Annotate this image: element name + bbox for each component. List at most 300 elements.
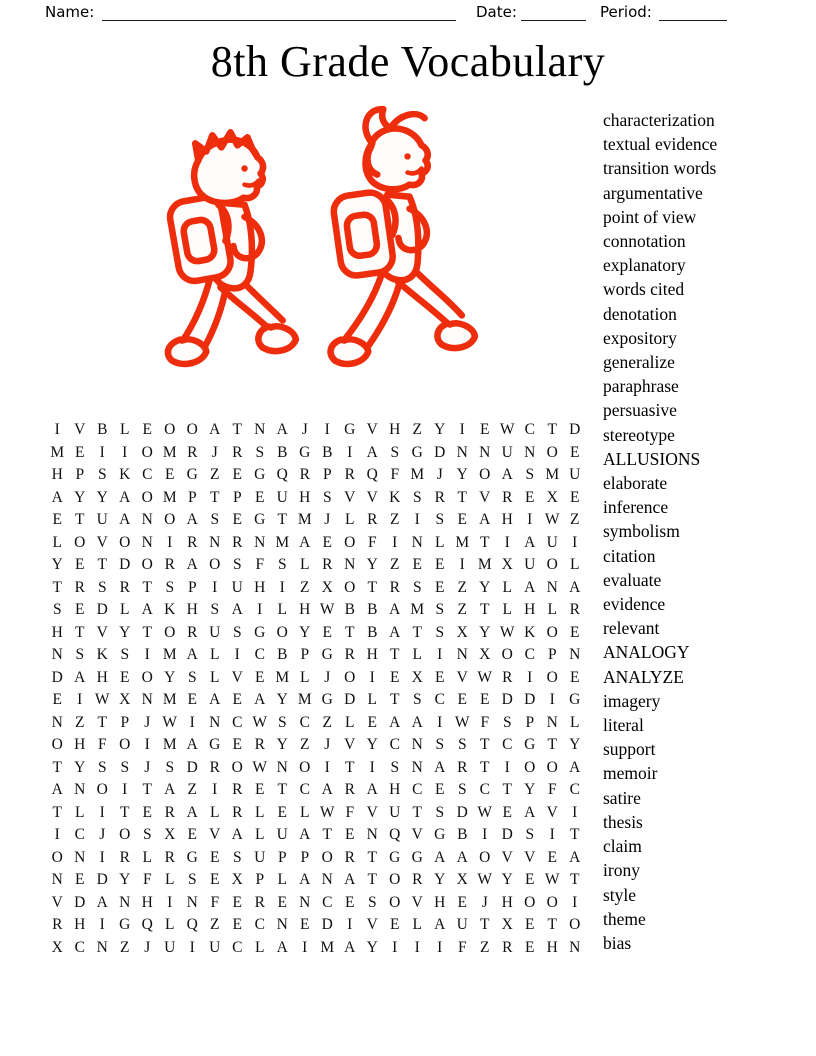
grid-cell: I <box>572 803 578 821</box>
grid-cell: R <box>164 556 175 573</box>
grid-cell: D <box>569 421 581 438</box>
grid-cell: S <box>165 578 175 596</box>
grid-cell: O <box>164 511 176 528</box>
grid-cell: E <box>322 623 332 641</box>
grid-cell: I <box>167 893 173 911</box>
grid-cell: L <box>255 803 265 821</box>
grid-cell: S <box>322 488 332 506</box>
grid-cell: V <box>96 533 108 551</box>
grid-cell: T <box>75 511 85 528</box>
grid-cell: F <box>142 871 152 888</box>
grid-cell: R <box>344 848 355 866</box>
grid-cell: G <box>186 466 198 483</box>
grid-row <box>46 869 586 892</box>
word-item: expository <box>603 327 677 348</box>
grid-cell: H <box>389 781 401 798</box>
grid-cell: J <box>324 511 331 528</box>
grid-cell: I <box>144 736 150 753</box>
grid-cell: O <box>164 421 176 438</box>
grid-cell: N <box>456 443 468 461</box>
grid-cell: V <box>366 488 378 506</box>
grid-cell: G <box>186 848 198 866</box>
grid-cell: T <box>480 736 490 753</box>
grid-cell: G <box>254 623 266 641</box>
grid-cell: C <box>142 466 153 483</box>
grid-cell: S <box>52 601 62 618</box>
grid-cell: E <box>367 713 377 731</box>
grid-cell: E <box>525 488 535 506</box>
grid-cell: A <box>276 421 288 438</box>
grid-row <box>46 802 586 825</box>
grid-cell: L <box>300 803 310 821</box>
grid-cell: S <box>165 758 175 776</box>
grid-cell: E <box>142 803 152 821</box>
grid-cell: W <box>162 713 178 731</box>
grid-cell: U <box>276 488 288 506</box>
grid-cell: E <box>570 623 580 641</box>
grid-cell: R <box>209 758 220 776</box>
grid-cell: O <box>524 893 536 911</box>
grid-cell: S <box>390 758 400 776</box>
name-blank-line <box>102 2 456 21</box>
word-item: support <box>603 739 656 760</box>
grid-row <box>46 554 586 577</box>
grid-cell: E <box>390 668 400 686</box>
grid-cell: L <box>210 668 220 686</box>
grid-cell: T <box>97 556 107 573</box>
grid-cell: A <box>299 871 311 888</box>
grid-cell: N <box>141 511 153 528</box>
grid-cell: H <box>501 893 513 911</box>
word-list <box>603 108 717 955</box>
grid-cell: S <box>502 713 512 731</box>
grid-cell: S <box>412 578 422 596</box>
grid-cell: R <box>502 668 513 686</box>
word-item: generalize <box>603 352 675 373</box>
grid-cell: A <box>164 781 176 798</box>
grid-cell: T <box>277 781 287 798</box>
grid-cell: D <box>96 601 108 618</box>
grid-cell: Z <box>75 713 85 731</box>
grid-row <box>46 779 586 802</box>
grid-cell: M <box>275 668 290 686</box>
grid-cell: D <box>434 443 446 461</box>
grid-cell: J <box>144 713 151 731</box>
grid-cell: A <box>411 713 423 731</box>
grid-cell: D <box>51 668 63 686</box>
grid-cell: E <box>570 668 580 686</box>
word-item: bias <box>603 932 632 953</box>
grid-cell: C <box>299 713 310 731</box>
grid-cell: N <box>546 578 558 596</box>
grid-cell: U <box>569 466 581 483</box>
grid-cell: E <box>435 668 445 686</box>
grid-cell: O <box>141 488 153 506</box>
grid-cell: Z <box>570 511 580 528</box>
grid-cell: A <box>434 916 446 933</box>
grid-cell: Z <box>210 466 220 483</box>
grid-row <box>46 464 586 487</box>
grid-cell: U <box>164 938 176 956</box>
word-item: theme <box>603 908 646 929</box>
grid-cell: N <box>141 691 153 708</box>
grid-cell: V <box>456 668 468 686</box>
word-item: ANALYZE <box>603 666 684 687</box>
grid-cell: E <box>457 511 467 528</box>
grid-cell: U <box>456 916 468 933</box>
grid-cell: V <box>366 421 378 438</box>
grid-cell: W <box>499 623 515 641</box>
grid-cell: D <box>456 803 468 821</box>
girl-figure <box>331 109 475 364</box>
grid-cell: P <box>525 713 535 731</box>
grid-cell: U <box>209 938 221 956</box>
grid-cell: I <box>144 646 150 663</box>
grid-cell: X <box>456 871 468 888</box>
grid-cell: G <box>344 421 356 438</box>
grid-cell: P <box>187 578 197 596</box>
grid-cell: R <box>367 511 378 528</box>
grid-cell: T <box>120 803 130 821</box>
grid-cell: T <box>502 781 512 798</box>
grid-cell: R <box>502 488 513 506</box>
word-item: argumentative <box>603 182 703 203</box>
grid-cell: H <box>299 601 311 618</box>
grid-cell: P <box>75 466 85 483</box>
grid-cell: P <box>277 848 287 866</box>
grid-cell: I <box>99 443 105 461</box>
grid-cell: G <box>119 916 131 933</box>
grid-cell: L <box>277 601 287 618</box>
grid-cell: A <box>434 758 446 776</box>
grid-cell: E <box>142 421 152 438</box>
grid-cell: C <box>74 826 85 843</box>
grid-row <box>46 577 586 600</box>
period-blank-line <box>659 2 727 21</box>
grid-cell: N <box>524 443 536 461</box>
grid-cell: I <box>482 826 488 843</box>
grid-cell: Y <box>164 668 176 686</box>
grid-cell: W <box>94 691 110 708</box>
grid-cell: V <box>501 848 513 866</box>
grid-cell: O <box>524 758 536 776</box>
grid-cell: T <box>52 758 62 776</box>
grid-cell: E <box>300 916 310 933</box>
grid-cell: H <box>299 488 311 506</box>
grid-cell: I <box>369 758 375 776</box>
grid-cell: T <box>390 646 400 663</box>
grid-cell: N <box>569 938 581 956</box>
grid-cell: A <box>186 556 198 573</box>
grid-cell: J <box>144 938 151 956</box>
grid-cell: N <box>366 826 378 843</box>
grid-cell: R <box>119 578 130 596</box>
grid-cell: C <box>524 421 535 438</box>
grid-cell: H <box>186 601 198 618</box>
grid-cell: A <box>366 443 378 461</box>
grid-cell: A <box>501 466 513 483</box>
grid-cell: S <box>210 601 220 618</box>
grid-cell: C <box>254 646 265 663</box>
grid-cell: T <box>390 691 400 708</box>
grid-cell: T <box>345 623 355 641</box>
grid-cell: M <box>320 938 335 956</box>
grid-cell: E <box>570 488 580 506</box>
grid-cell: A <box>96 893 108 911</box>
grid-cell: F <box>547 781 557 798</box>
grid-cell: D <box>501 826 513 843</box>
word-item: evidence <box>603 594 666 615</box>
grid-cell: X <box>411 668 423 686</box>
grid-cell: S <box>435 623 445 641</box>
grid-cell: I <box>504 758 510 776</box>
grid-cell: K <box>119 466 131 483</box>
grid-cell: E <box>187 826 197 843</box>
grid-cell: R <box>74 578 85 596</box>
grid-cell: Z <box>457 578 467 596</box>
grid-cell: I <box>549 826 555 843</box>
grid-cell: Z <box>187 781 197 798</box>
grid-cell: S <box>75 646 85 663</box>
grid-cell: F <box>457 938 467 956</box>
grid-cell: S <box>412 488 422 506</box>
grid-cell: D <box>344 691 356 708</box>
grid-cell: P <box>187 488 197 506</box>
grid-cell: T <box>412 623 422 641</box>
grid-cell: M <box>297 691 312 708</box>
grid-cell: X <box>51 938 63 956</box>
grid-cell: N <box>479 443 491 461</box>
grid-cell: Y <box>74 758 86 776</box>
grid-cell: N <box>51 713 63 731</box>
grid-cell: A <box>119 511 131 528</box>
grid-cell: V <box>96 623 108 641</box>
grid-cell: N <box>411 736 423 753</box>
grid-cell: G <box>209 736 221 753</box>
grid-cell: S <box>120 758 130 776</box>
grid-cell: U <box>96 511 108 528</box>
grid-cell: L <box>502 601 512 618</box>
grid-cell: I <box>347 443 353 461</box>
grid-row <box>46 442 586 465</box>
grid-row <box>46 689 586 712</box>
grid-cell: S <box>277 556 287 573</box>
grid-cell: S <box>232 623 242 641</box>
grid-cell: W <box>252 758 268 776</box>
grid-cell: I <box>459 421 465 438</box>
grid-cell: M <box>50 443 65 461</box>
grid-cell: P <box>120 713 130 731</box>
grid-cell: S <box>435 803 445 821</box>
grid-cell: E <box>210 848 220 866</box>
grid-cell: R <box>299 466 310 483</box>
grid-cell: A <box>434 848 446 866</box>
grid-cell: A <box>389 623 401 641</box>
grid-cell: L <box>300 556 310 573</box>
grid-cell: J <box>144 758 151 776</box>
grid-cell: F <box>97 736 107 753</box>
grid-cell: R <box>569 601 580 618</box>
grid-cell: O <box>164 623 176 641</box>
grid-cell: H <box>74 736 86 753</box>
grid-cell: E <box>435 556 445 573</box>
grid-cell: S <box>457 781 467 798</box>
grid-cell: Z <box>322 713 332 731</box>
grid-cell: H <box>389 421 401 438</box>
grid-cell: E <box>480 691 490 708</box>
grid-cell: V <box>366 916 378 933</box>
grid-cell: N <box>254 421 266 438</box>
grid-cell: U <box>524 556 536 573</box>
grid-cell: M <box>162 691 177 708</box>
grid-cell: Q <box>141 916 153 933</box>
grid-cell: T <box>232 421 242 438</box>
grid-cell: A <box>366 781 378 798</box>
grid-cell: O <box>569 916 581 933</box>
grid-cell: R <box>187 533 198 551</box>
grid-cell: E <box>255 781 265 798</box>
grid-cell: A <box>254 691 266 708</box>
grid-cell: O <box>546 443 558 461</box>
word-item: satire <box>603 787 641 808</box>
word-item: persuasive <box>603 400 677 421</box>
grid-row <box>46 712 586 735</box>
word-item: thesis <box>603 811 643 832</box>
grid-cell: G <box>321 646 333 663</box>
page-title: 8th Grade Vocabulary <box>210 37 606 86</box>
grid-cell: C <box>299 781 310 798</box>
grid-cell: O <box>186 421 198 438</box>
grid-cell: L <box>52 533 62 551</box>
grid-cell: E <box>75 601 85 618</box>
grid-cell: E <box>345 893 355 911</box>
grid-cell: C <box>502 736 513 753</box>
grid-cell: O <box>119 736 131 753</box>
grid-cell: O <box>209 556 221 573</box>
grid-cell: R <box>457 758 468 776</box>
grid-cell: D <box>321 916 333 933</box>
grid-cell: V <box>411 893 423 911</box>
grid-cell: U <box>389 803 401 821</box>
grid-cell: R <box>187 623 198 641</box>
grid-cell: T <box>142 623 152 641</box>
grid-cell: J <box>324 736 331 753</box>
grid-cell: E <box>165 466 175 483</box>
grid-cell: T <box>345 758 355 776</box>
grid-cell: O <box>546 623 558 641</box>
grid-cell: G <box>411 443 423 461</box>
grid-cell: W <box>544 511 560 528</box>
grid-cell: O <box>51 736 63 753</box>
grid-cell: U <box>209 623 221 641</box>
grid-cell: L <box>165 916 175 933</box>
grid-cell: E <box>232 916 242 933</box>
date-label: Date: <box>476 3 517 21</box>
grid-cell: R <box>119 848 130 866</box>
grid-cell: M <box>545 466 560 483</box>
grid-cell: F <box>367 533 377 551</box>
grid-cell: T <box>367 871 377 888</box>
grid-cell: T <box>277 511 287 528</box>
grid-cell: G <box>389 848 401 866</box>
grid-cell: A <box>186 803 198 821</box>
word-item: ALLUSIONS <box>603 448 701 469</box>
grid-cell: A <box>209 421 221 438</box>
grid-cell: I <box>77 691 83 708</box>
grid-cell: L <box>300 668 310 686</box>
grid-cell: N <box>411 533 423 551</box>
grid-cell: O <box>479 466 491 483</box>
grid-cell: D <box>524 691 536 708</box>
grid-cell: Z <box>210 916 220 933</box>
grid-cell: I <box>414 511 420 528</box>
grid-cell: O <box>321 848 333 866</box>
grid-cell: O <box>299 758 311 776</box>
grid-cell: M <box>162 488 177 506</box>
grid-cell: A <box>389 713 401 731</box>
grid-cell: I <box>54 826 60 843</box>
grid-cell: Y <box>276 691 288 708</box>
grid-cell: E <box>232 736 242 753</box>
grid-cell: Y <box>434 421 446 438</box>
grid-cell: A <box>186 736 198 753</box>
grid-cell: A <box>74 668 86 686</box>
grid-cell: B <box>367 601 378 618</box>
grid-cell: L <box>277 871 287 888</box>
grid-cell: E <box>390 916 400 933</box>
grid-cell: S <box>525 466 535 483</box>
grid-cell: U <box>276 826 288 843</box>
grid-cell: I <box>347 916 353 933</box>
grid-row <box>46 509 586 532</box>
grid-cell: A <box>569 758 581 776</box>
grid-cell: M <box>477 556 492 573</box>
grid-cell: H <box>366 646 378 663</box>
grid-cell: N <box>51 646 63 663</box>
grid-row <box>46 757 586 780</box>
grid-cell: I <box>437 938 443 956</box>
grid-cell: Q <box>389 826 401 843</box>
grid-cell: B <box>367 623 378 641</box>
grid-cell: L <box>255 938 265 956</box>
grid-cell: T <box>547 916 557 933</box>
grid-cell: A <box>524 533 536 551</box>
grid-cell: T <box>480 916 490 933</box>
word-item: connotation <box>603 231 686 252</box>
word-item: imagery <box>603 690 661 711</box>
grid-cell: L <box>210 646 220 663</box>
grid-cell: N <box>456 646 468 663</box>
grid-cell: E <box>502 803 512 821</box>
grid-cell: L <box>412 646 422 663</box>
grid-cell: V <box>344 736 356 753</box>
grid-cell: R <box>344 781 355 798</box>
word-item: evaluate <box>603 569 662 590</box>
grid-cell: T <box>570 871 580 888</box>
grid-cell: E <box>52 691 62 708</box>
grid-cell: N <box>186 893 198 911</box>
word-item: transition words <box>603 158 717 179</box>
grid-cell: O <box>141 668 153 686</box>
grid-cell: M <box>162 443 177 461</box>
grid-cell: R <box>232 781 243 798</box>
grid-cell: V <box>411 826 423 843</box>
grid-cell: F <box>480 713 490 731</box>
grid-cell: J <box>211 443 218 461</box>
grid-cell: A <box>186 511 198 528</box>
grid-cell: R <box>389 578 400 596</box>
grid-cell: I <box>279 578 285 596</box>
